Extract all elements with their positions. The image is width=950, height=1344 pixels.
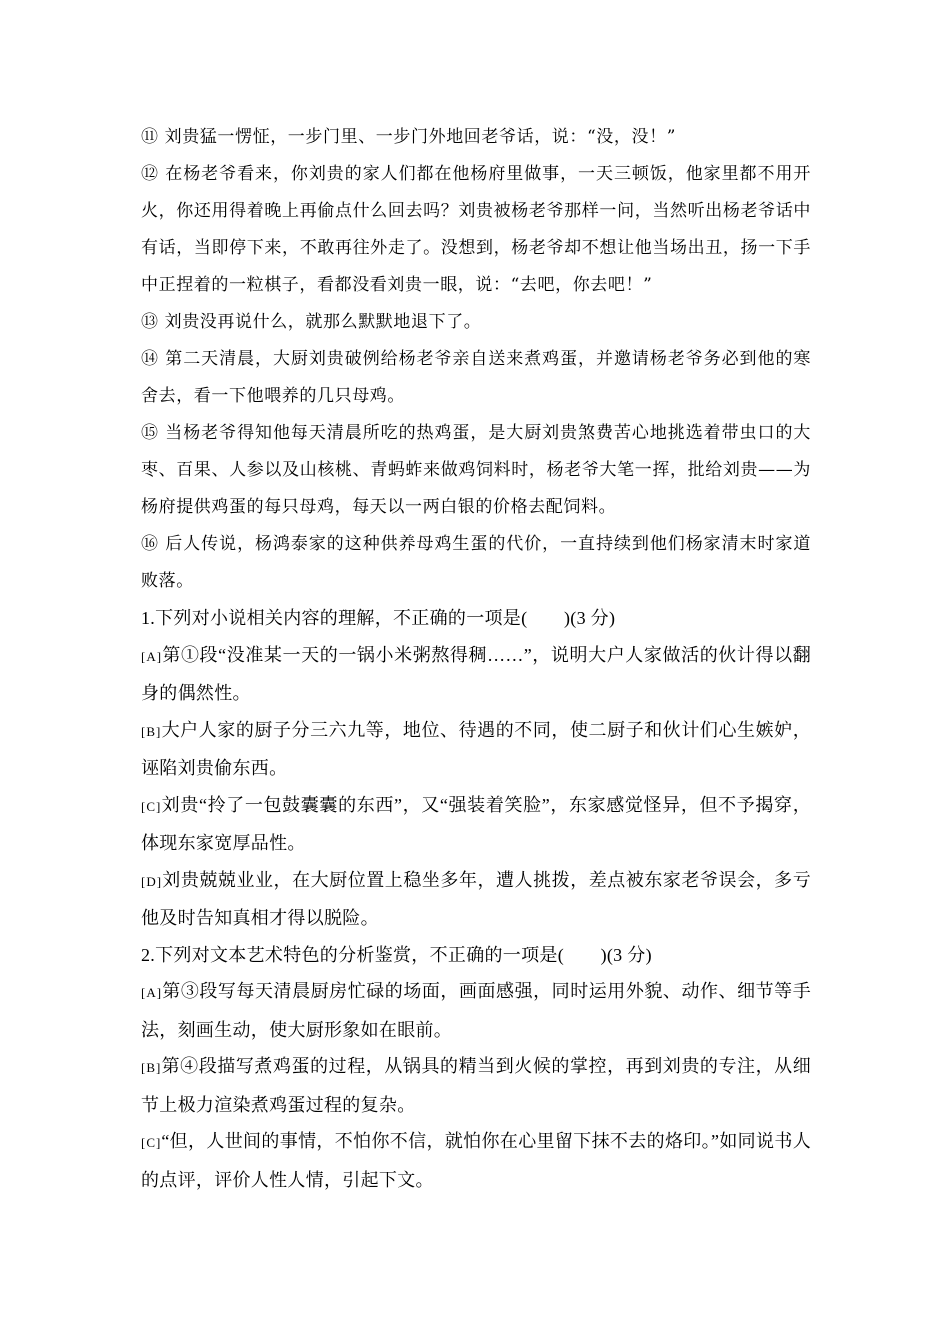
option-tag: [C]: [141, 1135, 162, 1150]
story-paragraph-16: ⑯ 后人传说，杨鸿泰家的这种供养母鸡生蛋的代价，一直持续到他们杨家清末时家道败落。: [141, 534, 811, 591]
answer-option-a: [141, 637, 811, 712]
answer-option-b: [141, 712, 811, 787]
answer-option-c: [141, 1123, 811, 1198]
option-tag: [B]: [141, 723, 162, 739]
story-paragraph-15: ⑮ 当杨老爷得知他每天清晨所吃的热鸡蛋，是大厨刘贵煞费苦心地挑选着带虫口的大枣、百果、人参以及山核桃、青蚂蚱来做鸡饲料时，杨老爷大笔一挥，批给刘贵——为杨府提供鸡蛋的每只母鸡，每天以一两白银的价格去配饲料。: [141, 423, 811, 517]
option-text: 刘贵兢兢业业，在大厨位置上稳坐多年，遭人挑拨，差点被东家老爷误会，多亏他及时告知真相才得以脱险。: [141, 869, 811, 928]
story-paragraph-12: ⑫ 在杨老爷看来，你刘贵的家人们都在他杨府里做事，一天三顿饭，他家里都不用开火，你还用得着晚上再偷点什么回去吗？刘贵被杨老爷那样一问，当然听出杨老爷话中有话，当即停下来，不敢再往外走了。没想到，杨老爷却不想让他当场出丑，扬一下手中正捏着的一粒棋子，看都没看刘贵一眼，说：“去吧，你去吧！”: [141, 164, 811, 295]
option-text: “但，人世间的事情，不怕你不信，就怕你在心里留下抹不去的烙印。”如同说书人的点评，评价人性人情，引起下文。: [141, 1131, 811, 1190]
option-tag: [B]: [141, 1060, 162, 1075]
option-text: 第③段写每天清晨厨房忙碌的场面，画面感强，同时运用外貌、动作、细节等手法，刻画生动，使大厨形象如在眼前。: [141, 981, 811, 1040]
option-text: 刘贵“拎了一包鼓囊囊的东西”，又“强装着笑脸”，东家感觉怪异，但不予揭穿，体现东家宽厚品性。: [141, 794, 811, 853]
option-text: 第①段“没准某一天的一锅小米粥熬得稠……”，说明大户人家做活的伙计得以翻身的偶然性。: [141, 644, 811, 703]
option-tag: [D]: [141, 873, 163, 889]
option-text: 第④段描写煮鸡蛋的过程，从锅具的精当到火候的掌控，再到刘贵的专注，从细节上极力渲染煮鸡蛋过程的复杂。: [141, 1056, 811, 1115]
story-paragraph-13: ⑬ 刘贵没再说什么，就那么默默地退下了。: [141, 312, 482, 332]
story-paragraph-11: ⑪ 刘贵猛一愣怔，一步门里、一步门外地回老爷话，说：“没，没！”: [141, 127, 676, 147]
option-tag: [A]: [141, 985, 163, 1000]
question-2: [141, 937, 811, 1199]
question-stem: 1.下列对小说相关内容的理解，不正确的一项是( )(3 分): [141, 608, 616, 628]
answer-option-b: [141, 1048, 811, 1123]
answer-option-d: [141, 862, 811, 937]
option-tag: [A]: [141, 648, 163, 664]
option-tag: [C]: [141, 798, 162, 814]
document-page: [141, 119, 811, 1198]
story-paragraph-14: ⑭ 第二天清晨，大厨刘贵破例给杨老爷亲自送来煮鸡蛋，并邀请杨老爷务必到他的寒舍去，看一下他喂养的几只母鸡。: [141, 349, 811, 406]
answer-option-c: [141, 787, 811, 862]
option-text: 大户人家的厨子分三六九等，地位、待遇的不同，使二厨子和伙计们心生嫉妒，诬陷刘贵偷东西。: [141, 719, 811, 778]
question-stem: 2.下列对文本艺术特色的分析鉴赏，不正确的一项是( )(3 分): [141, 944, 652, 965]
answer-option-a: [141, 973, 811, 1048]
question-1: [141, 600, 811, 937]
